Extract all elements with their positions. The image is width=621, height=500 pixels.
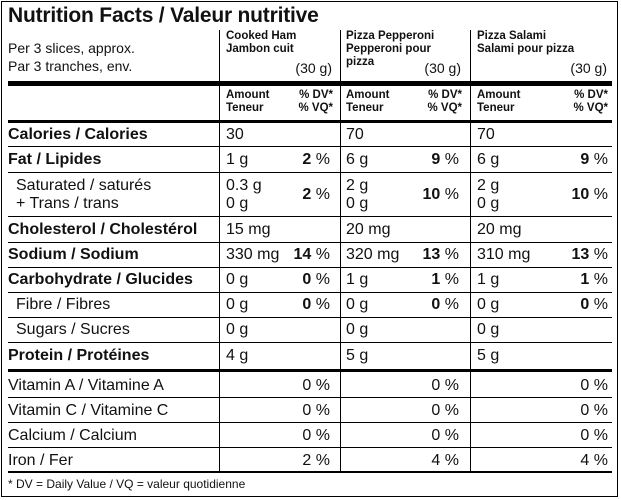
sodium-dv-salami: 13 % <box>571 246 608 263</box>
fibre-dv-ham: 0 % <box>302 296 330 313</box>
row-rule <box>8 242 612 243</box>
saturated-dv-pepperoni: 10 % <box>422 186 459 203</box>
trans-amount-ham: 0 g <box>226 195 249 212</box>
vitamin-c-pepperoni: 0 % <box>431 402 459 419</box>
sodium-amount-ham: 330 mg <box>226 246 280 263</box>
fat-dv-ham: 2 % <box>302 151 330 168</box>
fibre-amount-ham: 0 g <box>226 296 249 313</box>
row-label-vitamin-a: Vitamin A / Vitamine A <box>8 377 164 394</box>
protein-salami: 5 g <box>477 347 500 364</box>
serving-grams-ham: (30 g) <box>295 60 332 76</box>
serving-grams-pepperoni: (30 g) <box>424 60 461 76</box>
row-rule <box>8 216 612 217</box>
row-label-trans: + Trans / trans <box>16 195 119 212</box>
fat-dv-pepperoni: 9 % <box>431 151 459 168</box>
row-label-sugars: Sugars / Sucres <box>16 321 130 338</box>
trans-amount-pepperoni: 0 g <box>346 195 369 212</box>
row-rule <box>8 172 612 173</box>
vitamin-a-salami: 0 % <box>580 377 608 394</box>
row-label-calcium: Calcium / Calcium <box>8 427 137 444</box>
calories-pepperoni: 70 <box>346 126 364 143</box>
calcium-ham: 0 % <box>302 427 330 444</box>
column-divider-2 <box>340 30 341 471</box>
cholesterol-ham: 15 mg <box>226 221 271 238</box>
protein-ham: 4 g <box>226 347 249 364</box>
carb-dv-ham: 0 % <box>302 271 330 288</box>
amount-header-pepperoni: Amount Teneur <box>346 89 390 114</box>
dv-header-salami: % DV* % VQ* <box>573 89 608 114</box>
product-name-ham: Cooked Ham Jambon cuit <box>226 30 297 55</box>
thick-rule-top <box>8 81 612 86</box>
calcium-salami: 0 % <box>580 427 608 444</box>
fat-amount-salami: 6 g <box>477 151 500 168</box>
row-label-fibre: Fibre / Fibres <box>16 296 111 313</box>
protein-pepperoni: 5 g <box>346 347 369 364</box>
calories-salami: 70 <box>477 126 495 143</box>
saturated-amount-ham: 0.3 g <box>226 177 262 194</box>
cholesterol-pepperoni: 20 mg <box>346 221 391 238</box>
calcium-pepperoni: 0 % <box>431 427 459 444</box>
fibre-dv-pepperoni: 0 % <box>431 296 459 313</box>
row-label-vitamin-c: Vitamin C / Vitamine C <box>8 402 169 419</box>
thick-rule-vitamins <box>8 369 612 372</box>
calories-ham: 30 <box>226 126 244 143</box>
vitamin-a-ham: 0 % <box>302 377 330 394</box>
thick-rule-bottom <box>8 471 612 473</box>
row-label-calories: Calories / Calories <box>8 126 148 143</box>
serving-size-en: Per 3 slices, approx. <box>8 40 135 56</box>
trans-amount-salami: 0 g <box>477 195 500 212</box>
sugars-salami: 0 g <box>477 321 500 338</box>
footnote: * DV = Daily Value / VQ = valeur quotidienne <box>8 477 246 491</box>
carb-amount-ham: 0 g <box>226 271 249 288</box>
sugars-ham: 0 g <box>226 321 249 338</box>
vitamin-c-ham: 0 % <box>302 402 330 419</box>
fat-amount-ham: 1 g <box>226 151 249 168</box>
row-rule <box>8 397 612 398</box>
fat-dv-salami: 9 % <box>580 151 608 168</box>
dv-header-pepperoni: % DV* % VQ* <box>427 89 462 114</box>
row-rule <box>8 342 612 343</box>
amount-header-salami: Amount Teneur <box>477 89 521 114</box>
serving-grams-salami: (30 g) <box>570 60 607 76</box>
row-rule <box>8 267 612 268</box>
sodium-dv-ham: 14 % <box>293 246 330 263</box>
row-rule <box>8 317 612 318</box>
saturated-amount-pepperoni: 2 g <box>346 177 369 194</box>
fibre-amount-pepperoni: 0 g <box>346 296 369 313</box>
product-name-pepperoni: Pizza Pepperoni Pepperoni pour pizza <box>346 30 435 68</box>
row-label-cholesterol: Cholesterol / Cholestérol <box>8 221 198 238</box>
row-rule <box>8 422 612 423</box>
carb-amount-salami: 1 g <box>477 271 500 288</box>
iron-salami: 4 % <box>580 452 608 469</box>
saturated-amount-salami: 2 g <box>477 177 500 194</box>
row-label-iron: Iron / Fer <box>8 452 73 469</box>
cholesterol-salami: 20 mg <box>477 221 522 238</box>
iron-pepperoni: 4 % <box>431 452 459 469</box>
vitamin-c-salami: 0 % <box>580 402 608 419</box>
row-label-saturated: Saturated / saturés <box>16 177 152 194</box>
carb-amount-pepperoni: 1 g <box>346 271 369 288</box>
fibre-dv-salami: 0 % <box>580 296 608 313</box>
saturated-dv-salami: 10 % <box>571 186 608 203</box>
fat-amount-pepperoni: 6 g <box>346 151 369 168</box>
row-rule <box>8 447 612 448</box>
sodium-amount-pepperoni: 320 mg <box>346 246 400 263</box>
row-label-carbohydrate: Carbohydrate / Glucides <box>8 271 193 288</box>
thick-rule-header <box>8 120 612 123</box>
carb-dv-pepperoni: 1 % <box>431 271 459 288</box>
column-divider-3 <box>470 30 471 471</box>
row-rule <box>8 292 612 293</box>
sugars-pepperoni: 0 g <box>346 321 369 338</box>
sodium-dv-pepperoni: 13 % <box>422 246 459 263</box>
serving-size-fr: Par 3 tranches, env. <box>8 58 133 74</box>
row-rule <box>8 146 612 147</box>
fibre-amount-salami: 0 g <box>477 296 500 313</box>
iron-ham: 2 % <box>302 452 330 469</box>
row-label-fat: Fat / Lipides <box>8 151 102 168</box>
vitamin-a-pepperoni: 0 % <box>431 377 459 394</box>
sodium-amount-salami: 310 mg <box>477 246 531 263</box>
saturated-dv-ham: 2 % <box>302 186 330 203</box>
dv-header-ham: % DV* % VQ* <box>298 89 333 114</box>
carb-dv-salami: 1 % <box>580 271 608 288</box>
row-label-sodium: Sodium / Sodium <box>8 246 139 263</box>
row-label-protein: Protein / Protéines <box>8 347 150 364</box>
amount-header-ham: Amount Teneur <box>226 89 270 114</box>
nutrition-title: Nutrition Facts / Valeur nutritive <box>8 4 319 27</box>
product-name-salami: Pizza Salami Salami pour pizza <box>477 30 575 55</box>
column-divider-1 <box>219 30 220 471</box>
